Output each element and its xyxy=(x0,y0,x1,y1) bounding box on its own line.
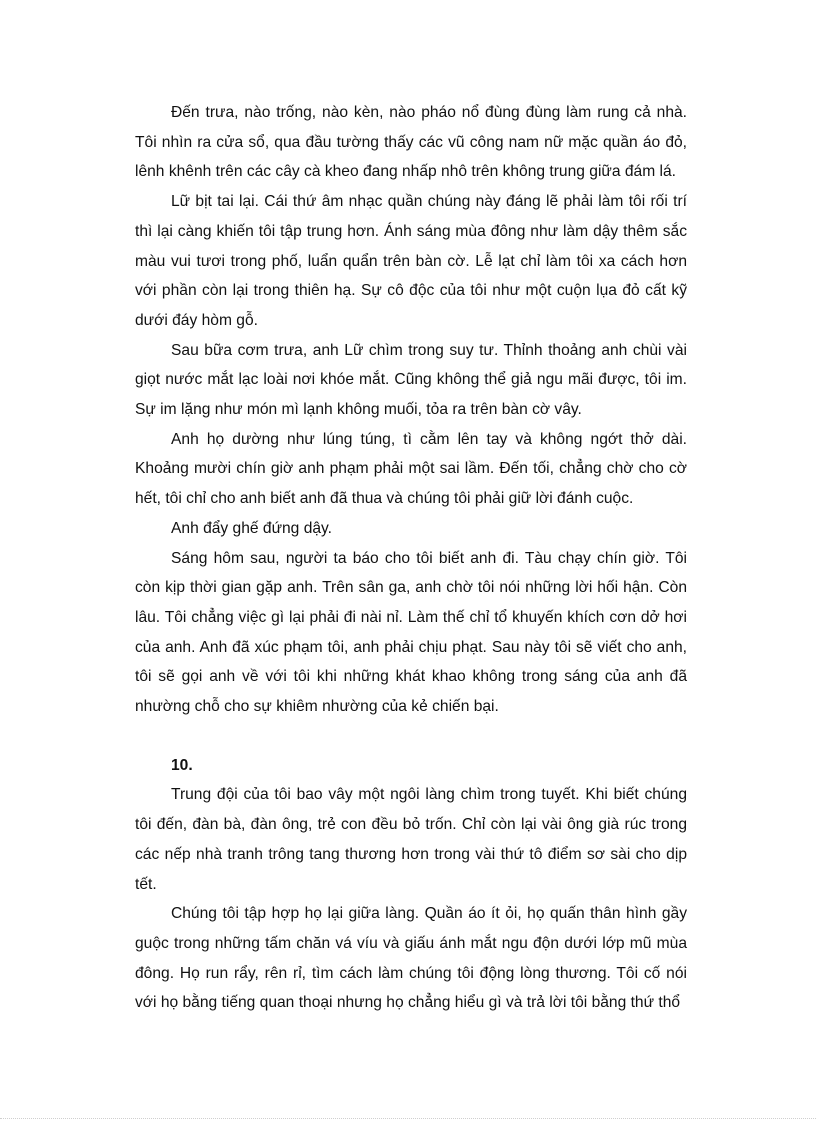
page-bottom-rule xyxy=(0,1118,816,1119)
paragraph: Đến trưa, nào trống, nào kèn, nào pháo nổ đùng đùng làm rung cả nhà. Tôi nhìn ra cửa sổ, qua đầu tường thấy các vũ công nam nữ mặc quần áo đỏ, lênh khênh trên các cây cà kheo đang nhấp nhô trên không trung giữa đám lá. xyxy=(135,104,687,181)
section-heading: 10. xyxy=(171,756,193,774)
paragraph: Trung đội của tôi bao vây một ngôi làng chìm trong tuyết. Khi biết chúng tôi đến, đàn bà, đàn ông, trẻ con đều bỏ trốn. Chỉ còn lại vài ông già rúc trong các nếp nhà tranh trông tang thương hơn trong vài thứ tô điểm sơ sài cho dịp tết. xyxy=(135,786,687,893)
paragraph: Lữ bịt tai lại. Cái thứ âm nhạc quần chúng này đáng lẽ phải làm tôi rối trí thì lại càng khiến tôi tập trung hơn. Ánh sáng mùa đông như làm dậy thêm sắc màu vui tươi trong phố, luẩn quẩn trên bàn cờ. Lễ lạt chỉ làm tôi xa cách hơn với phần còn lại trong thiên hạ. Sự cô độc của tôi như một cuộn lụa đỏ cất kỹ dưới đáy hòm gỗ. xyxy=(135,193,687,329)
paragraph: Anh họ dường như lúng túng, tì cằm lên tay và không ngớt thở dài. Khoảng mười chín giờ anh phạm phải một sai lầm. Đến tối, chẳng chờ cho cờ hết, tôi chỉ cho anh biết anh đã thua và chúng tôi phải giữ lời đánh cuộc. xyxy=(135,430,687,508)
paragraph: Chúng tôi tập hợp họ lại giữa làng. Quần áo ít ỏi, họ quấn thân hình gầy guộc trong những tấm chăn vá víu và giấu ánh mắt ngu độn dưới lớp mũ mùa đông. Họ run rẩy, rên rỉ, tìm cách làm chúng tôi động lòng thương. Tôi cố nói với họ bằng tiếng quan thoại nhưng họ chẳng hiểu gì và trả lời tôi bằng thứ thổ xyxy=(135,905,687,1012)
paragraph: Sau bữa cơm trưa, anh Lữ chìm trong suy tư. Thỉnh thoảng anh chùi vài giọt nước mắt lạc loài nơi khóe mắt. Cũng không thể giả ngu mãi được, tôi im. Sự im lặng như món mì lạnh không muối, tỏa ra trên bàn cờ vây. xyxy=(135,341,687,419)
document-page xyxy=(135,98,687,1018)
paragraph: Anh đẩy ghế đứng dậy. xyxy=(171,519,333,537)
paragraph: Sáng hôm sau, người ta báo cho tôi biết anh đi. Tàu chạy chín giờ. Tôi còn kịp thời gian gặp anh. Trên sân ga, anh chờ tôi nói những lời hối hận. Còn lâu. Tôi chẳng việc gì lại phải đi nài nỉ. Làm thế chỉ tổ khuyến khích cơn dở hơi của anh. Anh đã xúc phạm tôi, anh phải chịu phạt. Sau này tôi sẽ viết cho anh, tôi sẽ gọi anh về với tôi khi những khát khao không trong sáng của anh đã nhường chỗ cho sự khiêm nhường của kẻ chiến bại. xyxy=(135,549,687,716)
